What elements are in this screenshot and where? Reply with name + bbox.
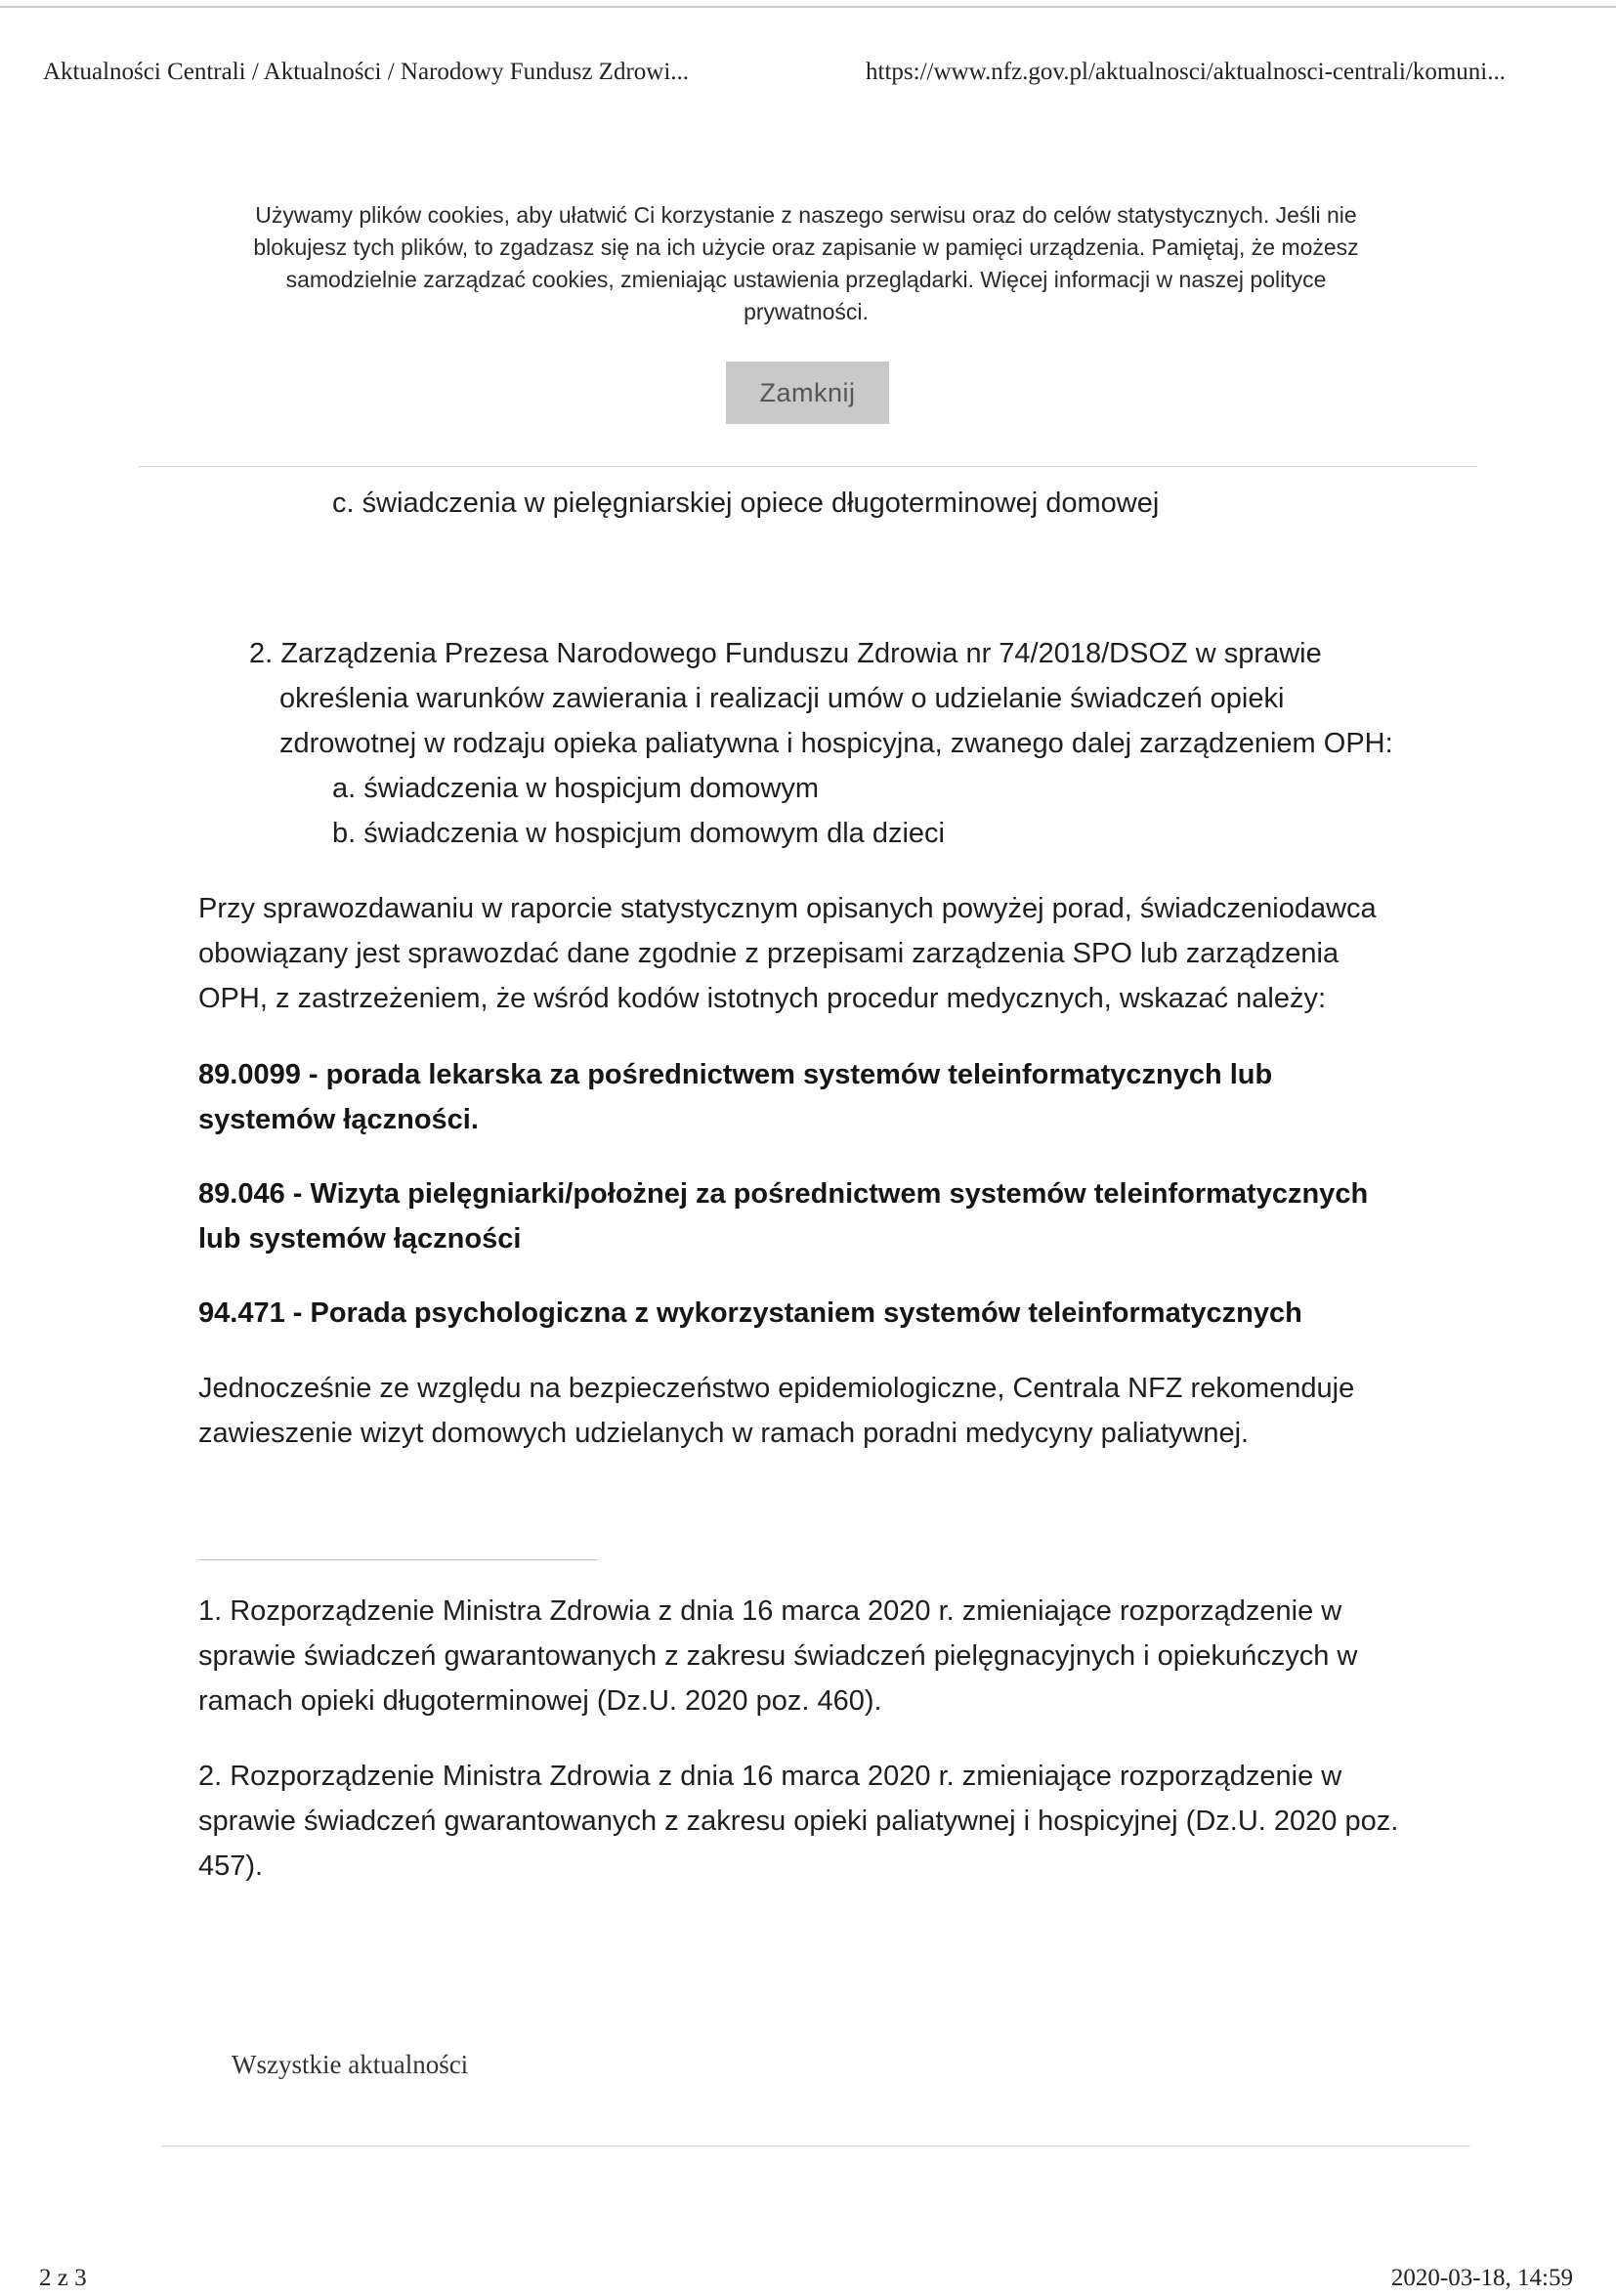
footnote-line: ramach opieki długoterminowej (Dz.U. 2020 poz. 460). bbox=[198, 1685, 882, 1717]
footnote-line: sprawie świadczeń gwarantowanych z zakresu opieki paliatywnej i hospicyjnej (Dz.U. 2020 poz. bbox=[198, 1806, 1399, 1837]
cookie-notice-line: blokujesz tych plików, to zgadzasz się na ich użycie oraz zapisanie w pamięci urządzenia. Pamiętaj, że możesz bbox=[253, 234, 1359, 260]
paragraph-line: Jednocześnie ze względu na bezpieczeństwo epidemiologiczne, Centrala NFZ rekomenduje bbox=[198, 1373, 1355, 1404]
print-footer bbox=[39, 2265, 1573, 2296]
footnote-line: 457). bbox=[198, 1850, 264, 1882]
procedure-code-line: 89.0099 - porada lekarska za pośrednictwem systemów teleinformatycznych lub bbox=[198, 1059, 1273, 1090]
all-news-link[interactable]: Wszystkie aktualności bbox=[232, 2050, 469, 2079]
paragraph-line: OPH, z zastrzeżeniem, że wśród kodów istotnych procedur medycznych, wskazać należy: bbox=[198, 983, 1327, 1014]
paragraph-line: Przy sprawozdawaniu w raporcie statystycznym opisanych powyżej porad, świadczeniodawca bbox=[198, 893, 1377, 924]
cookie-notice-line: samodzielnie zarządzać cookies, zmieniając ustawienia przeglądarki. Więcej informacji w naszej polityce bbox=[285, 267, 1327, 292]
cookie-notice bbox=[186, 199, 1426, 328]
paragraph-line: obowiązany jest sprawozdać dane zgodnie z przepisami zarządzenia SPO lub zarządzenia bbox=[198, 938, 1340, 969]
footnote-line: 1. Rozporządzenie Ministra Zdrowia z dnia 16 marca 2020 r. zmieniające rozporządzenie w bbox=[198, 1595, 1342, 1627]
list-item-2b: b. świadczenia w hospicjum domowym dla dzieci bbox=[332, 818, 945, 849]
bottom-separator bbox=[161, 2146, 1470, 2147]
list-item-2a: a. świadczenia w hospicjum domowym bbox=[332, 773, 820, 804]
footnote-line: sprawie świadczeń gwarantowanych z zakresu świadczeń pielęgnacyjnych i opiekuńczych w bbox=[198, 1640, 1358, 1672]
procedure-code-line: lub systemów łączności bbox=[198, 1223, 522, 1254]
page-number: 2 z 3 bbox=[39, 2265, 87, 2291]
list-item-c: c. świadczenia w pielęgniarskiej opiece długoterminowej domowej bbox=[332, 488, 1160, 519]
cookie-separator bbox=[139, 466, 1477, 467]
print-timestamp: 2020-03-18, 14:59 bbox=[1390, 2265, 1573, 2291]
list-item-2-line: 2. Zarządzenia Prezesa Narodowego Funduszu Zdrowia nr 74/2018/DSOZ w sprawie bbox=[249, 638, 1322, 669]
top-rule bbox=[0, 6, 1616, 8]
list-item-2-line: zdrowotnej w rodzaju opieka paliatywna i hospicyjna, zwanego dalej zarządzeniem OPH: bbox=[279, 728, 1393, 759]
print-header-url: https://www.nfz.gov.pl/aktualnosci/aktualnosci-centrali/komuni... bbox=[866, 59, 1506, 85]
print-header bbox=[43, 59, 1573, 98]
procedure-code-line: 89.046 - Wizyta pielęgniarki/położnej za pośrednictwem systemów teleinformatycznych bbox=[198, 1178, 1369, 1210]
footnote-line: 2. Rozporządzenie Ministra Zdrowia z dnia 16 marca 2020 r. zmieniające rozporządzenie w bbox=[198, 1761, 1342, 1792]
print-header-title: Aktualności Centrali / Aktualności / Narodowy Fundusz Zdrowi... bbox=[43, 59, 690, 85]
footnote-separator bbox=[198, 1559, 597, 1560]
paragraph-line: zawieszenie wizyt domowych udzielanych w ramach poradni medycyny paliatywnej. bbox=[198, 1418, 1250, 1449]
list-item-2-line: określenia warunków zawierania i realizacji umów o udzielanie świadczeń opieki bbox=[279, 683, 1285, 714]
cookie-notice-line: prywatności. bbox=[744, 299, 869, 324]
cookie-notice-line: Używamy plików cookies, aby ułatwić Ci korzystanie z naszego serwisu oraz do celów statystycznych. Jeśli nie bbox=[255, 202, 1357, 228]
procedure-code-line: systemów łączności. bbox=[198, 1104, 479, 1135]
cookie-close-button[interactable]: Zamknij bbox=[726, 361, 889, 424]
procedure-code-line: 94.471 - Porada psychologiczna z wykorzystaniem systemów teleinformatycznych bbox=[198, 1297, 1302, 1329]
